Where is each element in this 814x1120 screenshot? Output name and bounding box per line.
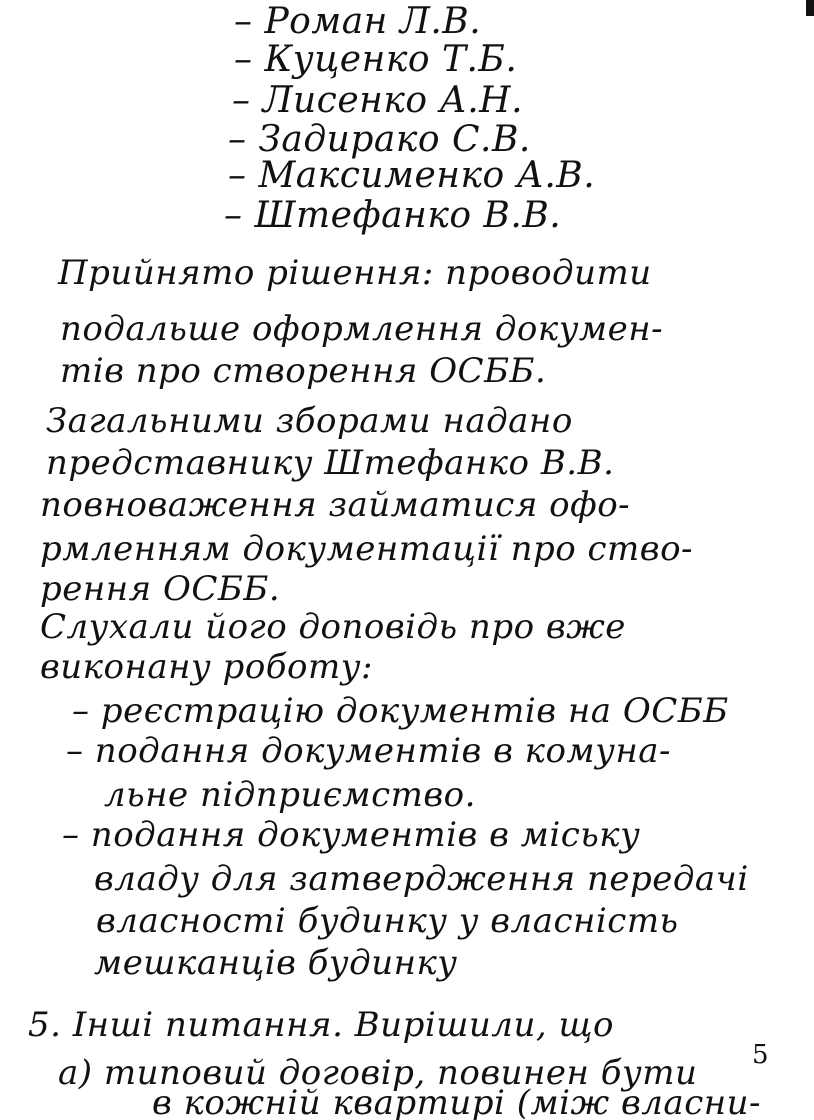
text-line: повноваження займатися офо- (40, 485, 631, 525)
attendee-line: – Штефанко В.В. (224, 195, 562, 236)
text-line: представнику Штефанко В.В. (46, 443, 615, 483)
attendee-line: – Лисенко А.Н. (232, 80, 524, 121)
text-line: а) типовий договір, повинен бути (58, 1053, 698, 1093)
list-item-continuation: льне підприємство. (104, 775, 476, 815)
list-item-continuation: мешканців будинку (94, 943, 458, 983)
text-line: рення ОСББ. (40, 569, 281, 609)
attendee-line: – Куценко Т.Б. (234, 39, 518, 80)
list-item: – подання документів в комуна- (66, 731, 672, 771)
attendee-line: – Роман Л.В. (234, 1, 482, 42)
page-number: 5 (752, 1040, 769, 1070)
text-line: Слухали його доповідь про вже (40, 607, 626, 647)
text-line: подальше оформлення докумен- (60, 309, 664, 349)
list-item: – реєстрацію документів на ОСББ (72, 691, 729, 731)
text-line: виконану роботу: (40, 647, 373, 687)
text-line: тів про створення ОСББ. (60, 351, 547, 391)
text-line: рмленням документації про ство- (40, 529, 694, 569)
list-item: – подання документів в міську (62, 815, 641, 855)
list-item-continuation: власності будинку у власність (96, 901, 679, 941)
list-item-continuation: владу для затвердження передачі (94, 859, 749, 899)
text-line: Загальними зборами надано (46, 401, 573, 441)
page-edge-mark (806, 0, 814, 16)
section-heading: 5. Інші питання. Вирішили, що (28, 1005, 614, 1045)
text-line: в кожній квартирі (між власни- (152, 1083, 762, 1120)
attendee-line: – Задирако С.В. (228, 119, 531, 160)
text-line: Прийнято рішення: проводити (58, 253, 652, 293)
attendee-line: – Максименко А.В. (228, 155, 596, 196)
